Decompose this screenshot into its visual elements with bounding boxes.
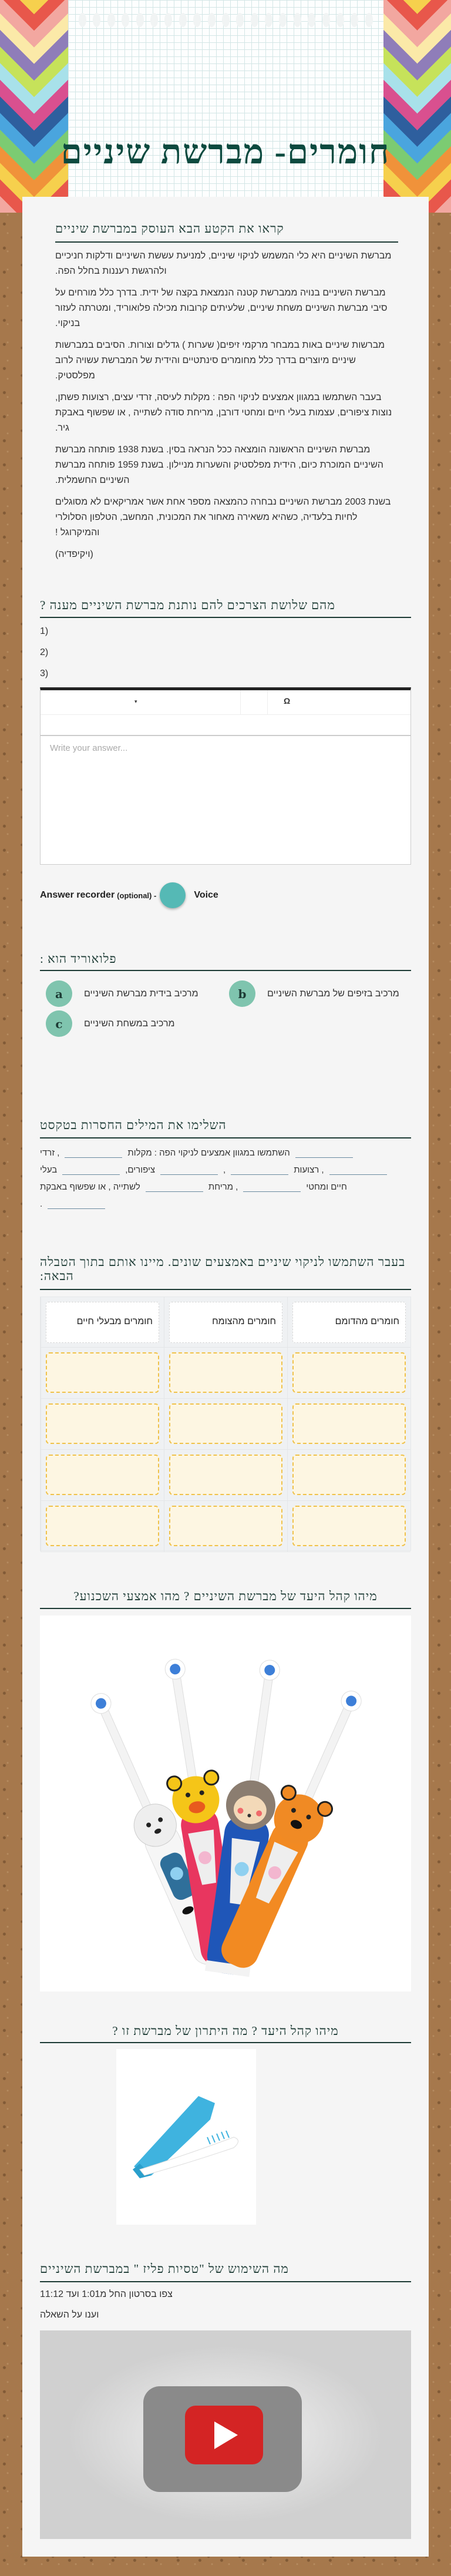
fill-text: חיים ומחטי [306,1182,347,1192]
answer-number-3: 3) [40,669,49,679]
answer-recorder [40,882,218,908]
source-citation: (ויקיפדיה) [55,549,93,559]
blank-input[interactable] [62,1166,120,1175]
chevron-pattern [0,0,34,213]
blank-input[interactable] [146,1183,203,1192]
paragraph: בשנת 2003 מברשת השיניים נבחרה כהמצאה מספר אחת אשר אמריקאים לא מסוגלים לחיות בלעדיה, כשהיא משאירה מאחור את המכונית, המחשב, הטלפון הסלולרי והמיקרוגל ! [55,497,391,538]
fill-text: ציפורים, [125,1165,156,1175]
fill-text: , מריחת [208,1182,238,1192]
worksheet-card [22,197,429,2557]
blank-input[interactable] [329,1166,387,1175]
divider [40,2281,411,2282]
drop-zone[interactable] [169,1352,282,1393]
blank-input[interactable] [231,1166,288,1175]
option-a[interactable] [46,980,198,1007]
section-heading-kids: מיהו קהל היעד של מברשת השיניים ? מהו אמצעי השכנוע? [73,1589,378,1603]
option-letter-badge: b [229,980,255,1007]
fill-text: , [223,1165,226,1175]
section-heading-sort: בעבר השתמשו לניקוי שיניים באמצעים שונים. מיינו אותם בתוך הטבלה הבאה: [40,1255,406,1283]
column-header: חומרים מהצומח [169,1302,282,1343]
fill-text: , זרדי [40,1148,60,1158]
paragraph: מברשת השיניים הראשונה הומצאה ככל הנראה בסין. בשנת 1938 פותחה מברשת השיניים המוכרת כיום, הידית מפלסטיק והשערות מניילון. בשנת 1959 פותחה מברשת השיניים החשמלית. [55,445,383,485]
section-heading-reading: קראו את הקטע הבא העוסק במברשת שיניים [55,221,284,236]
divider [40,617,411,618]
record-button[interactable] [160,882,186,908]
fill-text: , רצועות [294,1165,324,1175]
divider [40,1137,411,1138]
paragraph: מברשת השיניים היא כלי המשמש לניקוי שיניים, למניעת עששת השיניים ודלקות חניכיים ולהרגשת רעננות בחלל הפה. [55,251,392,276]
fill-line [40,1144,411,1161]
answer-number-2: 2) [40,647,49,657]
paragraph: בעבר השתמשו במגוון אמצעים לניקוי הפה : מקלות לעיסה, זרדי עצים, רצועות פשתן, נוצות ציפורים, עצמות בעלי חיים ומחטי דורבן, מריחת סודה לשתייה , או שפשוף באבקת גיר. [55,392,392,433]
option-text: מרכיב במשחת השיניים [84,1018,175,1029]
video-instruction: צפו בסרטון החל מ1:01 ועד 11:12 [40,2289,173,2299]
chevron-pattern [383,0,418,213]
kids-toothbrushes-image [40,1616,411,1991]
recorder-optional-label: (optional) - [117,891,157,900]
fill-line [40,1195,411,1213]
drop-zone[interactable] [169,1506,282,1546]
drop-zone[interactable] [46,1403,159,1444]
fill-text: לשתייה , או שפשוף באבקת [40,1182,140,1192]
video-player[interactable] [40,2330,411,2539]
column-header: חומרים מבעלי חיים [46,1302,159,1343]
answer-number-1: 1) [40,626,49,636]
fill-in-text [40,1144,411,1213]
drop-zone[interactable] [46,1352,159,1393]
divider [55,241,398,243]
drop-zone[interactable] [169,1403,282,1444]
drop-zone[interactable] [292,1506,406,1546]
divider [40,1289,411,1290]
section-heading-folding: מיהו קהל היעד ? מה היתרון של מברשת זו ? [112,2024,339,2038]
drop-zone[interactable] [292,1352,406,1393]
folding-toothbrush-image [116,2049,256,2225]
recorder-label: Answer recorder [40,890,115,900]
drop-zone[interactable] [292,1403,406,1444]
answer-textarea[interactable]: Write your answer... [41,735,410,865]
blank-input[interactable] [243,1183,301,1192]
sorting-table [40,1297,411,1551]
format-dropdown-chevron-icon[interactable]: ▾ [134,698,137,704]
fill-text: בעלי [40,1165,58,1175]
reading-text [55,248,398,569]
answer-editor [40,687,411,865]
option-c[interactable] [46,1010,174,1037]
video-instruction: וענו על השאלה [40,2310,99,2320]
fill-line [40,1178,411,1195]
fill-text: השתמשו במגוון אמצעים לניקוי הפה : מקלות [127,1148,290,1158]
section-heading-fluoride: פלואוריד הוא : [40,952,117,966]
voice-label: Voice [194,890,218,900]
section-heading-video: מה השימוש של "טסיות פליז " במברשת השיניים [40,2262,289,2276]
chevron-pattern [34,0,68,213]
option-text: מרכיב בזיפים של מברשת השיניים [267,988,399,999]
drop-zone[interactable] [292,1455,406,1495]
toolbar-separator [240,690,241,715]
option-b[interactable] [229,980,399,1007]
option-letter-badge: a [46,980,72,1007]
drop-zone[interactable] [46,1455,159,1495]
binder-holes [79,13,373,27]
option-text: מרכיב בידית מברשת השיניים [84,988,198,999]
chevron-pattern [418,0,451,213]
drop-zone[interactable] [169,1455,282,1495]
page-title: חומרים- מברשת שיניים [60,133,391,171]
fill-text: . [40,1199,43,1209]
youtube-play-icon [40,2330,411,2539]
paragraph: מברשת השיניים בנויה ממברשת קטנה הנמצאת בקצה של ידית. בדרך כלל מורחים על סיבי מברשת השיניים משחת שיניים, שלעיתים קרובות מכילה פלואוריד, ומטרתה לעזור בניקוי. [55,288,388,328]
section-heading-needs: מהם שלושת הצרכים להם נותנת מברשת השיניים מענה ? [40,598,335,612]
editor-toolbar [41,690,410,715]
option-letter-badge: c [46,1010,72,1037]
blank-input[interactable] [295,1148,353,1158]
drop-zone[interactable] [46,1506,159,1546]
column-header: חומרים מהדומם [292,1302,406,1343]
blank-input[interactable] [48,1200,105,1209]
blank-input[interactable] [160,1166,218,1175]
blank-input[interactable] [65,1148,122,1158]
divider [40,970,411,971]
section-heading-fill: השלימו את המילים החסרות בטקסט [40,1118,227,1132]
divider [40,1608,411,1609]
special-character-button[interactable]: Ω [284,696,291,706]
divider [40,2042,411,2043]
paragraph: מברשות שיניים באות במבחר מרקמי זיפים( שערות ) גדלים וצורות. הסיבים במברשות שיניים מיוצרים בדרך כלל מחומרים סינתטיים והידית של המברשת עשויה לרוב מפלסטיק. [55,340,385,381]
fill-line [40,1161,411,1178]
toolbar-separator [267,690,268,715]
